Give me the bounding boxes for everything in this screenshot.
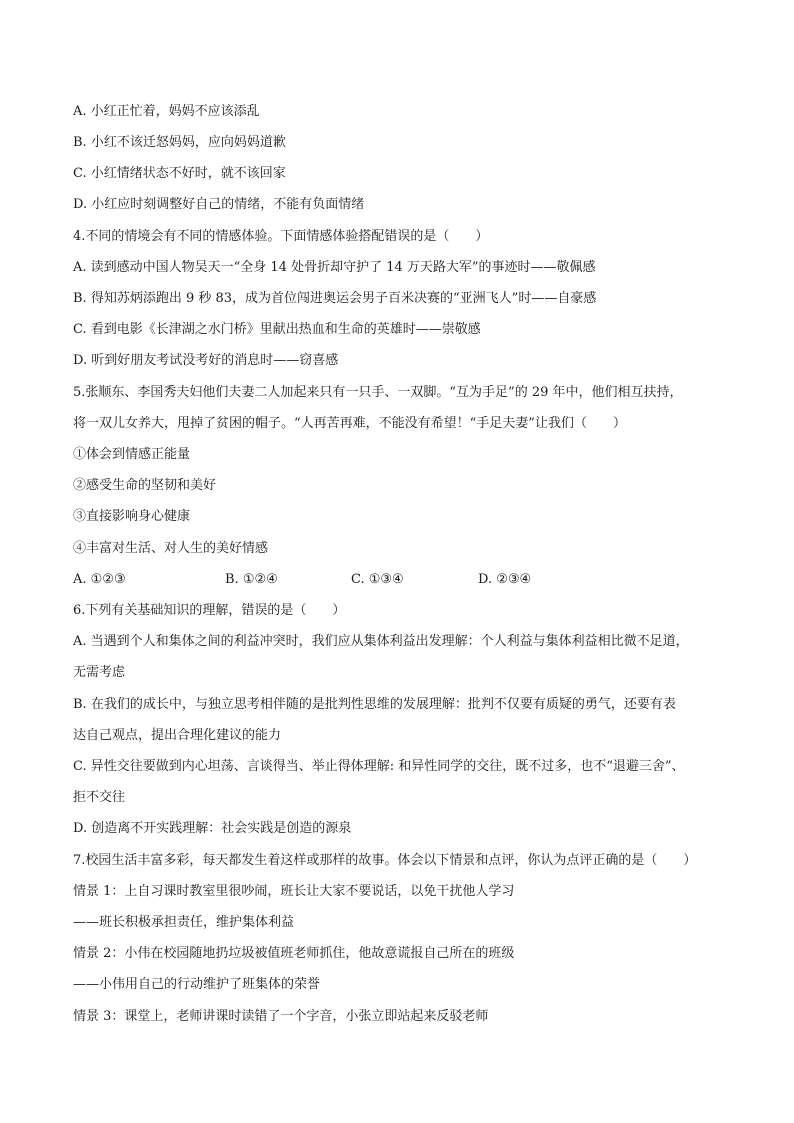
q4-option-c: C. 看到电影《长津湖之水门桥》里献出热血和生命的英雄时——崇敬感 — [73, 322, 481, 337]
q4-option-b: B. 得知苏炳添跑出 9 秒 83，成为首位闯进奥运会男子百米决赛的“亚洲飞人”时——自豪感 — [73, 291, 597, 306]
q7-comment-2: ——小伟用自己的行动维护了班集体的荣誉 — [73, 977, 321, 992]
q7-scene-3: 情景 3：课堂上，老师讲课时读错了一个字音，小张立即站起来反驳老师 — [73, 1009, 489, 1024]
q5-option-c: C. ①③④ — [351, 572, 404, 587]
q4-stem: 4.不同的情境会有不同的情感体验。下面情感体验搭配错误的是（ ） — [73, 229, 489, 244]
q7-comment-1: ——班长积极承担责任，维护集体利益 — [73, 915, 295, 930]
q6-option-d: D. 创造离不开实践理解：社会实践是创造的源泉 — [73, 821, 352, 836]
q6-stem: 6.下列有关基础知识的理解，错误的是（ ） — [73, 603, 346, 618]
q3-option-b: B. 小红不该迁怒妈妈，应向妈妈道歉 — [73, 135, 286, 150]
q6-option-b-line-1: B. 在我们的成长中，与独立思考相伴随的是批判性思维的发展理解：批判不仅要有质疑的勇气，还要有表 — [73, 697, 676, 712]
q5-option-d: D. ②③④ — [478, 572, 532, 587]
q7-scene-1: 情景 1：上自习课时教室里很吵闹，班长让大家不要说话，以免干扰他人学习 — [73, 884, 515, 899]
q7-stem: 7.校园生活丰富多彩，每天都发生着这样或那样的故事。体会以下情景和点评，你认为点评正确的是（ ） — [73, 853, 697, 868]
q7-scene-2: 情景 2：小伟在校园随地扔垃圾被值班老师抓住，他故意谎报自己所在的班级 — [73, 946, 515, 961]
q5-stem-line-2: 将一双儿女养大，甩掉了贫困的帽子。“人再苦再难，不能没有希望！“手足夫妻”让我们（ ） — [73, 416, 626, 431]
q6-option-a-line-2: 无需考虑 — [73, 665, 126, 680]
q3-option-d: D. 小红应时刻调整好自己的情绪，不能有负面情绪 — [73, 197, 365, 212]
q3-option-a: A. 小红正忙着，妈妈不应该添乱 — [73, 104, 260, 119]
q6-option-a-line-1: A. 当遇到个人和集体之间的利益冲突时，我们应从集体利益出发理解：个人利益与集体利益相比微不足道， — [73, 634, 689, 649]
q4-option-a: A. 读到感动中国人物吴天一“全身 14 处骨折却守护了 14 万天路大军”的事迹时——敬佩感 — [73, 260, 596, 275]
q6-option-b-line-2: 达自己观点，提出合理化建议的能力 — [73, 728, 282, 743]
q5-option-b: B. ①②④ — [225, 572, 278, 587]
q4-option-d: D. 听到好朋友考试没考好的消息时——窃喜感 — [73, 353, 339, 368]
q5-item-1: ①体会到情感正能量 — [73, 447, 191, 462]
q6-option-c-line-1: C. 异性交往要做到内心坦荡、言谈得当、举止得体理解: 和异性同学的交往，既不过多，也不“退避三舍”、 — [73, 759, 685, 774]
q6-option-c-line-2: 拒不交往 — [73, 790, 126, 805]
q5-option-a: A. ①②③ — [73, 572, 126, 587]
q5-item-4: ④丰富对生活、对人生的美好情感 — [73, 541, 269, 556]
q5-item-2: ②感受生命的坚韧和美好 — [73, 478, 217, 493]
q5-item-3: ③直接影响身心健康 — [73, 509, 191, 524]
q5-stem-line-1: 5.张顺东、李国秀夫妇他们夫妻二人加起来只有一只手、一双脚。“互为手足”的 29 年中，他们相互扶持， — [73, 385, 683, 400]
q3-option-c: C. 小红情绪状态不好时，就不该回家 — [73, 166, 286, 181]
